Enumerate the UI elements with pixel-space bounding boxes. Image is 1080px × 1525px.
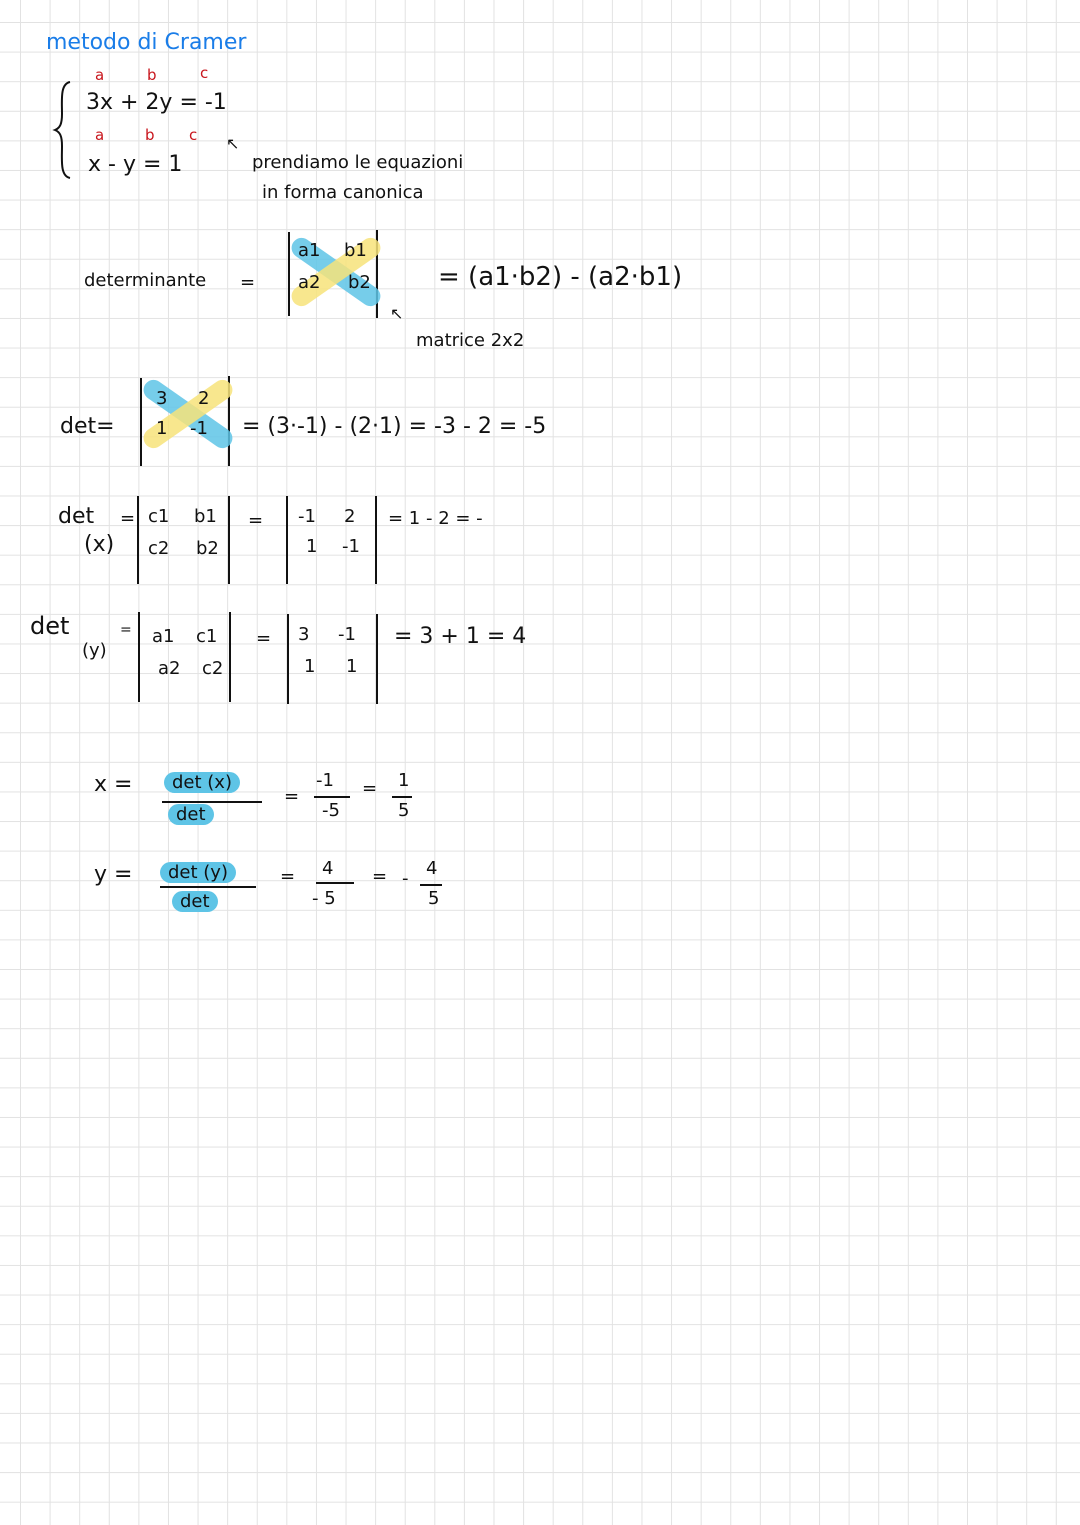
- y-result-num: 4: [426, 858, 438, 879]
- matrix-cell: c1: [148, 506, 170, 527]
- y-denominator: det: [172, 891, 218, 912]
- det-calculation: = (3·-1) - (2·1) = -3 - 2 = -5: [242, 414, 547, 439]
- dety-sub: (y): [82, 640, 107, 661]
- matrix-cell: a1: [152, 626, 175, 647]
- equation-1: 3x + 2y = -1: [86, 90, 227, 115]
- determinant-label: determinante: [84, 270, 207, 291]
- matrix-cell: -1: [190, 418, 208, 439]
- coef-label-a: a: [95, 66, 105, 84]
- coef-label-c: c: [200, 64, 209, 82]
- coef-label-b: b: [145, 126, 155, 144]
- equals: =: [120, 622, 132, 638]
- x-var: x =: [94, 772, 133, 797]
- matrix-cell: b2: [348, 272, 371, 293]
- equals: =: [372, 866, 388, 887]
- x-fraction-num: -1: [316, 770, 334, 791]
- y-result-den: 5: [428, 888, 440, 909]
- x-fraction-den: -5: [322, 800, 340, 821]
- equals: =: [362, 778, 378, 799]
- matrix-cell: c1: [196, 626, 218, 647]
- note-line-1: prendiamo le equazioni: [252, 152, 464, 173]
- matrix-cell: 1: [306, 536, 318, 557]
- det-label: det=: [60, 414, 115, 439]
- page-title: metodo di Cramer: [46, 30, 247, 55]
- x-numerator: det (x): [164, 772, 240, 793]
- matrix-cell: b2: [196, 538, 219, 559]
- equals: =: [280, 866, 296, 887]
- detx-label: det: [58, 504, 95, 529]
- matrix-cell: c2: [202, 658, 224, 679]
- note-line-2: in forma canonica: [262, 182, 424, 203]
- matrix-cell: a2: [158, 658, 181, 679]
- equals: =: [120, 508, 136, 529]
- matrix-cell: -1: [338, 624, 356, 645]
- coef-label-b: b: [147, 66, 157, 84]
- matrix-cell: 1: [156, 418, 168, 439]
- matrix-cell: a1: [298, 240, 321, 261]
- matrix-cell: 1: [346, 656, 358, 677]
- equals: =: [256, 628, 272, 649]
- matrix-cell: c2: [148, 538, 170, 559]
- brace: [52, 80, 74, 180]
- x-result-den: 5: [398, 800, 410, 821]
- equation-2: x - y = 1: [88, 152, 183, 177]
- matrix-cell: b1: [194, 506, 217, 527]
- dety-calculation: = 3 + 1 = 4: [394, 624, 527, 649]
- dety-label: det: [30, 612, 70, 640]
- detx-calculation: = 1 - 2 = -: [388, 508, 483, 529]
- y-fraction-den: - 5: [312, 888, 336, 909]
- matrix-cell: b1: [344, 240, 367, 261]
- y-result-sign: -: [402, 868, 409, 889]
- general-formula: = (a1·b2) - (a2·b1): [438, 262, 683, 292]
- x-result-num: 1: [398, 770, 410, 791]
- matrix-cell: 1: [304, 656, 316, 677]
- matrix-note: matrice 2x2: [416, 330, 525, 351]
- y-numerator: det (y): [160, 862, 236, 883]
- matrix-cell: a2: [298, 272, 321, 293]
- equals: =: [240, 272, 256, 293]
- matrix-cell: 2: [198, 388, 210, 409]
- coef-label-c: c: [189, 126, 198, 144]
- arrow-icon: ↖: [390, 304, 404, 323]
- matrix-cell: 2: [344, 506, 356, 527]
- detx-sub: (x): [84, 532, 115, 557]
- matrix-cell: -1: [298, 506, 316, 527]
- y-var: y =: [94, 862, 133, 887]
- equals: =: [248, 510, 264, 531]
- matrix-cell: 3: [156, 388, 168, 409]
- arrow-icon: ↖: [226, 134, 240, 153]
- x-denominator: det: [168, 804, 214, 825]
- matrix-cell: 3: [298, 624, 310, 645]
- matrix-cell: -1: [342, 536, 360, 557]
- coef-label-a: a: [95, 126, 105, 144]
- equals: =: [284, 786, 300, 807]
- y-fraction-num: 4: [322, 858, 334, 879]
